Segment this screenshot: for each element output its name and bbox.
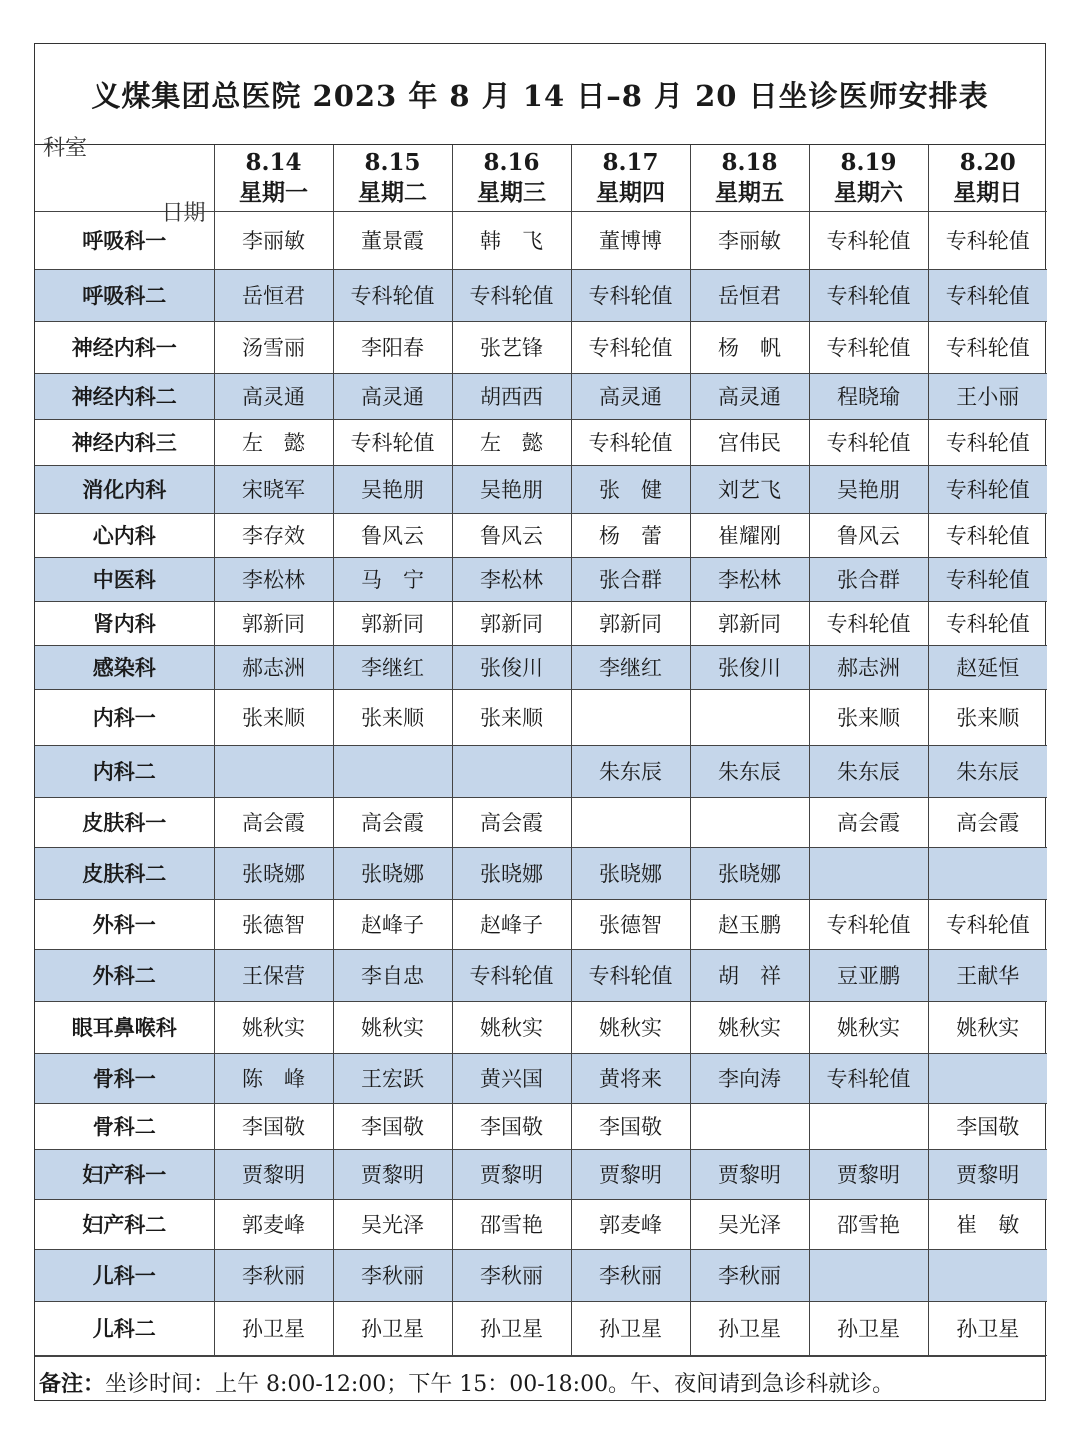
doctor-cell: 李国敬 — [452, 1103, 571, 1149]
department-cell: 皮肤科二 — [35, 847, 214, 899]
table-row — [35, 1199, 1047, 1249]
doctor-cell: 鲁风云 — [809, 513, 928, 557]
doctor-cell — [928, 1249, 1047, 1301]
doctor-cell: 吴艳朋 — [333, 465, 452, 513]
doctor-cell: 贾黎明 — [809, 1149, 928, 1199]
table-row — [35, 689, 1047, 745]
doctor-cell — [690, 1103, 809, 1149]
doctor-cell: 吴艳朋 — [452, 465, 571, 513]
doctor-cell: 鲁风云 — [333, 513, 452, 557]
doctor-cell: 左 懿 — [214, 419, 333, 465]
doctor-cell: 王小丽 — [928, 373, 1047, 419]
doctor-cell: 张德智 — [214, 899, 333, 949]
doctor-cell: 孙卫星 — [690, 1301, 809, 1355]
doctor-cell: 专科轮值 — [452, 949, 571, 1001]
doctor-cell: 专科轮值 — [333, 419, 452, 465]
doctor-cell: 左 懿 — [452, 419, 571, 465]
doctor-cell: 李松林 — [690, 557, 809, 601]
doctor-cell: 高会霞 — [333, 797, 452, 847]
doctor-cell: 郝志洲 — [809, 645, 928, 689]
doctor-cell: 邵雪艳 — [452, 1199, 571, 1249]
table-row — [35, 949, 1047, 1001]
doctor-cell: 赵峰子 — [333, 899, 452, 949]
table-row — [35, 1001, 1047, 1053]
doctor-cell: 专科轮值 — [928, 601, 1047, 645]
doctor-cell: 韩 飞 — [452, 211, 571, 269]
doctor-cell: 贾黎明 — [928, 1149, 1047, 1199]
department-cell: 神经内科三 — [35, 419, 214, 465]
department-cell: 心内科 — [35, 513, 214, 557]
doctor-cell: 王保营 — [214, 949, 333, 1001]
doctor-cell: 张 健 — [571, 465, 690, 513]
doctor-cell: 张来顺 — [214, 689, 333, 745]
department-cell: 妇产科一 — [35, 1149, 214, 1199]
doctor-cell — [333, 745, 452, 797]
schedule-body — [35, 135, 1047, 1355]
doctor-cell: 张合群 — [571, 557, 690, 601]
table-row — [35, 847, 1047, 899]
doctor-cell: 专科轮值 — [571, 949, 690, 1001]
table-row — [35, 1053, 1047, 1103]
day-header — [333, 145, 452, 211]
day-weekday: 星期日 — [953, 178, 1023, 206]
doctor-cell — [452, 745, 571, 797]
doctor-cell: 李国敬 — [571, 1103, 690, 1149]
table-row — [35, 513, 1047, 557]
table-row — [35, 645, 1047, 689]
doctor-cell: 鲁风云 — [452, 513, 571, 557]
doctor-cell: 郭新同 — [690, 601, 809, 645]
doctor-cell: 专科轮值 — [928, 513, 1047, 557]
doctor-cell: 孙卫星 — [571, 1301, 690, 1355]
doctor-cell: 杨 帆 — [690, 321, 809, 373]
doctor-cell: 专科轮值 — [571, 321, 690, 373]
table-row — [35, 557, 1047, 601]
doctor-cell: 胡 祥 — [690, 949, 809, 1001]
department-cell: 神经内科二 — [35, 373, 214, 419]
department-cell: 骨科二 — [35, 1103, 214, 1149]
doctor-cell: 李秋丽 — [452, 1249, 571, 1301]
day-weekday: 星期三 — [477, 178, 546, 206]
doctor-cell: 宫伟民 — [690, 419, 809, 465]
doctor-cell: 张来顺 — [928, 689, 1047, 745]
corner-date-label: 日期 — [161, 200, 206, 226]
doctor-cell: 专科轮值 — [809, 419, 928, 465]
doctor-cell: 陈 峰 — [214, 1053, 333, 1103]
doctor-cell: 李松林 — [214, 557, 333, 601]
schedule-sheet — [34, 43, 1046, 1401]
day-weekday: 星期六 — [834, 178, 903, 206]
doctor-cell: 朱东辰 — [928, 745, 1047, 797]
doctor-cell: 专科轮值 — [928, 557, 1047, 601]
doctor-cell: 专科轮值 — [928, 211, 1047, 269]
doctor-cell: 李国敬 — [333, 1103, 452, 1149]
doctor-cell: 吴光泽 — [333, 1199, 452, 1249]
doctor-cell: 吴艳朋 — [809, 465, 928, 513]
doctor-cell: 黄兴国 — [452, 1053, 571, 1103]
doctor-cell: 宋晓军 — [214, 465, 333, 513]
doctor-cell: 郭新同 — [333, 601, 452, 645]
doctor-cell: 高灵通 — [214, 373, 333, 419]
department-cell: 消化内科 — [35, 465, 214, 513]
table-row — [35, 465, 1047, 513]
doctor-cell: 王宏跃 — [333, 1053, 452, 1103]
table-row — [35, 321, 1047, 373]
doctor-cell: 王献华 — [928, 949, 1047, 1001]
doctor-cell: 孙卫星 — [333, 1301, 452, 1355]
doctor-cell: 岳恒君 — [690, 269, 809, 321]
doctor-cell: 专科轮值 — [809, 321, 928, 373]
day-date: 8.19 — [840, 148, 897, 176]
doctor-cell: 姚秋实 — [690, 1001, 809, 1053]
table-row — [35, 797, 1047, 847]
doctor-cell: 李存效 — [214, 513, 333, 557]
table-row — [35, 1249, 1047, 1301]
department-cell: 呼吸科二 — [35, 269, 214, 321]
doctor-cell — [809, 847, 928, 899]
doctor-cell: 杨 蕾 — [571, 513, 690, 557]
doctor-cell: 郭麦峰 — [571, 1199, 690, 1249]
doctor-cell: 专科轮值 — [809, 899, 928, 949]
doctor-cell: 朱东辰 — [809, 745, 928, 797]
department-cell: 儿科二 — [35, 1301, 214, 1355]
doctor-cell: 高会霞 — [928, 797, 1047, 847]
day-header — [809, 145, 928, 211]
doctor-cell: 豆亚鹏 — [809, 949, 928, 1001]
doctor-cell: 专科轮值 — [809, 269, 928, 321]
table-row — [35, 269, 1047, 321]
doctor-cell: 董景霞 — [333, 211, 452, 269]
day-date: 8.17 — [602, 148, 659, 176]
department-cell: 骨科一 — [35, 1053, 214, 1103]
doctor-cell: 姚秋实 — [928, 1001, 1047, 1053]
doctor-cell — [690, 689, 809, 745]
doctor-cell: 郭新同 — [452, 601, 571, 645]
doctor-cell: 李秋丽 — [690, 1249, 809, 1301]
doctor-cell: 专科轮值 — [928, 465, 1047, 513]
doctor-cell: 胡西西 — [452, 373, 571, 419]
doctor-cell: 马 宁 — [333, 557, 452, 601]
doctor-cell: 郝志洲 — [214, 645, 333, 689]
doctor-cell: 张晓娜 — [452, 847, 571, 899]
doctor-cell: 姚秋实 — [452, 1001, 571, 1053]
doctor-cell — [571, 797, 690, 847]
doctor-cell: 专科轮值 — [809, 601, 928, 645]
doctor-cell: 李继红 — [571, 645, 690, 689]
table-row — [35, 373, 1047, 419]
doctor-cell: 专科轮值 — [928, 321, 1047, 373]
doctor-cell: 张来顺 — [809, 689, 928, 745]
doctor-cell: 李秋丽 — [214, 1249, 333, 1301]
doctor-cell: 专科轮值 — [333, 269, 452, 321]
table-row — [35, 899, 1047, 949]
day-date: 8.18 — [721, 148, 778, 176]
table-row — [35, 419, 1047, 465]
doctor-cell: 朱东辰 — [690, 745, 809, 797]
doctor-cell: 贾黎明 — [214, 1149, 333, 1199]
doctor-cell: 程晓瑜 — [809, 373, 928, 419]
doctor-cell: 贾黎明 — [690, 1149, 809, 1199]
department-cell: 外科二 — [35, 949, 214, 1001]
table-row — [35, 601, 1047, 645]
doctor-cell: 郭新同 — [571, 601, 690, 645]
doctor-cell: 张合群 — [809, 557, 928, 601]
doctor-cell: 专科轮值 — [928, 899, 1047, 949]
doctor-cell: 张艺锋 — [452, 321, 571, 373]
doctor-cell: 张来顺 — [452, 689, 571, 745]
doctor-cell: 孙卫星 — [214, 1301, 333, 1355]
department-cell: 中医科 — [35, 557, 214, 601]
department-cell: 内科二 — [35, 745, 214, 797]
doctor-cell: 刘艺飞 — [690, 465, 809, 513]
doctor-cell: 孙卫星 — [928, 1301, 1047, 1355]
doctor-cell: 姚秋实 — [214, 1001, 333, 1053]
doctor-cell: 姚秋实 — [809, 1001, 928, 1053]
doctor-cell: 孙卫星 — [809, 1301, 928, 1355]
doctor-cell: 贾黎明 — [452, 1149, 571, 1199]
day-date: 8.20 — [959, 148, 1016, 176]
doctor-cell: 赵延恒 — [928, 645, 1047, 689]
doctor-cell: 高灵通 — [690, 373, 809, 419]
corner-dept-label: 科室 — [43, 135, 88, 161]
doctor-cell — [809, 1103, 928, 1149]
doctor-cell: 专科轮值 — [571, 419, 690, 465]
doctor-cell: 李丽敏 — [690, 211, 809, 269]
doctor-cell: 姚秋实 — [571, 1001, 690, 1053]
day-weekday: 星期二 — [358, 178, 427, 206]
doctor-cell: 高会霞 — [809, 797, 928, 847]
doctor-cell: 郭麦峰 — [214, 1199, 333, 1249]
department-cell: 眼耳鼻喉科 — [35, 1001, 214, 1053]
doctor-cell: 张晓娜 — [571, 847, 690, 899]
department-cell: 外科一 — [35, 899, 214, 949]
doctor-cell: 李国敬 — [928, 1103, 1047, 1149]
department-cell: 妇产科二 — [35, 1199, 214, 1249]
doctor-cell: 李国敬 — [214, 1103, 333, 1149]
doctor-cell: 专科轮值 — [452, 269, 571, 321]
doctor-cell: 李阳春 — [333, 321, 452, 373]
doctor-cell: 吴光泽 — [690, 1199, 809, 1249]
doctor-cell: 赵玉鹏 — [690, 899, 809, 949]
footnote-label: 备注： — [39, 1370, 106, 1397]
doctor-cell — [690, 797, 809, 847]
doctor-cell: 岳恒君 — [214, 269, 333, 321]
department-cell: 肾内科 — [35, 601, 214, 645]
day-header — [690, 145, 809, 211]
doctor-cell: 专科轮值 — [809, 211, 928, 269]
department-cell: 呼吸科一 — [35, 211, 214, 269]
doctor-cell: 张来顺 — [333, 689, 452, 745]
day-weekday: 星期五 — [715, 178, 784, 206]
doctor-cell: 贾黎明 — [571, 1149, 690, 1199]
department-cell: 儿科一 — [35, 1249, 214, 1301]
doctor-cell: 李松林 — [452, 557, 571, 601]
day-weekday: 星期四 — [596, 178, 665, 206]
corner-cell — [35, 135, 214, 226]
schedule-table — [35, 135, 1047, 1356]
doctor-cell: 张晓娜 — [214, 847, 333, 899]
table-row — [35, 1149, 1047, 1199]
doctor-cell: 李自忠 — [333, 949, 452, 1001]
doctor-cell: 张俊川 — [690, 645, 809, 689]
doctor-cell: 朱东辰 — [571, 745, 690, 797]
department-cell: 皮肤科一 — [35, 797, 214, 847]
doctor-cell: 高灵通 — [571, 373, 690, 419]
department-cell: 感染科 — [35, 645, 214, 689]
day-header — [571, 145, 690, 211]
doctor-cell: 高灵通 — [333, 373, 452, 419]
doctor-cell: 李秋丽 — [571, 1249, 690, 1301]
doctor-cell: 高会霞 — [452, 797, 571, 847]
doctor-cell — [928, 847, 1047, 899]
doctor-cell: 李丽敏 — [214, 211, 333, 269]
doctor-cell: 姚秋实 — [333, 1001, 452, 1053]
doctor-cell: 黄将来 — [571, 1053, 690, 1103]
day-header — [452, 145, 571, 211]
doctor-cell: 李秋丽 — [333, 1249, 452, 1301]
doctor-cell — [214, 745, 333, 797]
doctor-cell: 张德智 — [571, 899, 690, 949]
doctor-cell: 崔耀刚 — [690, 513, 809, 557]
department-cell: 神经内科一 — [35, 321, 214, 373]
doctor-cell: 专科轮值 — [571, 269, 690, 321]
footnote-text: 坐诊时间：上午 8:00-12:00；下午 15：00-18:00。午、夜间请到急诊科就诊。 — [105, 1371, 895, 1397]
day-date: 8.16 — [483, 148, 540, 176]
doctor-cell: 专科轮值 — [928, 419, 1047, 465]
doctor-cell — [571, 689, 690, 745]
footnote — [35, 1356, 1045, 1408]
doctor-cell: 赵峰子 — [452, 899, 571, 949]
doctor-cell: 董博博 — [571, 211, 690, 269]
day-date: 8.15 — [364, 148, 421, 176]
doctor-cell: 张俊川 — [452, 645, 571, 689]
doctor-cell — [928, 1053, 1047, 1103]
doctor-cell: 专科轮值 — [809, 1053, 928, 1103]
table-row — [35, 745, 1047, 797]
doctor-cell: 汤雪丽 — [214, 321, 333, 373]
department-cell: 内科一 — [35, 689, 214, 745]
day-header — [214, 145, 333, 211]
doctor-cell: 张晓娜 — [333, 847, 452, 899]
header-row — [35, 145, 1047, 211]
doctor-cell: 郭新同 — [214, 601, 333, 645]
doctor-cell: 邵雪艳 — [809, 1199, 928, 1249]
day-date: 8.14 — [245, 148, 302, 176]
doctor-cell: 张晓娜 — [690, 847, 809, 899]
doctor-cell: 李继红 — [333, 645, 452, 689]
page-title: 义煤集团总医院 2023 年 8 月 14 日–8 月 20 日坐诊医师安排表 — [35, 44, 1045, 145]
table-row — [35, 1103, 1047, 1149]
doctor-cell: 高会霞 — [214, 797, 333, 847]
doctor-cell: 专科轮值 — [928, 269, 1047, 321]
day-weekday: 星期一 — [239, 178, 308, 206]
table-row — [35, 1301, 1047, 1355]
doctor-cell: 李向涛 — [690, 1053, 809, 1103]
doctor-cell: 崔 敏 — [928, 1199, 1047, 1249]
doctor-cell: 贾黎明 — [333, 1149, 452, 1199]
doctor-cell — [809, 1249, 928, 1301]
day-header — [928, 145, 1047, 211]
doctor-cell: 孙卫星 — [452, 1301, 571, 1355]
